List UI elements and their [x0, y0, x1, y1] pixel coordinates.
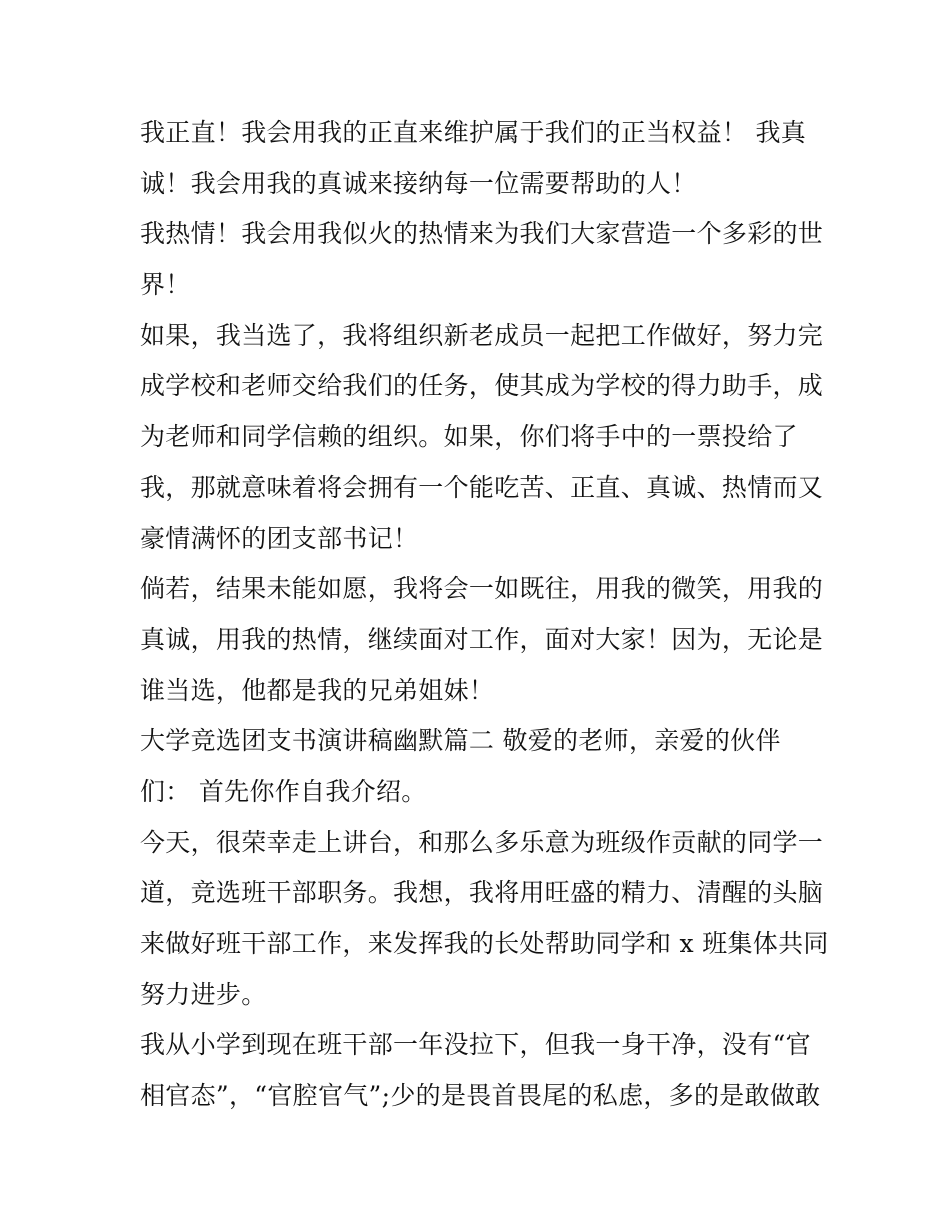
text-line: 道，竞选班干部职务。我想，我将用旺盛的精力、清醒的头脑	[140, 878, 824, 908]
document-body	[140, 108, 830, 1122]
text-line: 我热情！我会用我似火的热情来为我们大家营造一个多彩的世	[140, 219, 824, 249]
text-line: 谁当选，他都是我的兄弟姐妹！	[140, 675, 495, 705]
text-line: 努力进步。	[140, 979, 267, 1009]
text-line: 诚！我会用我的真诚来接纳每一位需要帮助的人！	[140, 168, 697, 198]
text-line: 们： 首先你作自我介绍。	[140, 776, 427, 806]
text-line: 我正直！我会用我的正直来维护属于我们的正当权益！ 我真	[140, 118, 807, 147]
text-line: 成学校和老师交给我们的任务，使其成为学校的得力助手，成	[140, 371, 824, 401]
text-line: 今天，很荣幸走上讲台，和那么多乐意为班级作贡献的同学一	[140, 827, 824, 857]
section-heading-line: 大学竞选团支书演讲稿幽默篇二 敬爱的老师，亲爱的伙伴	[140, 726, 781, 756]
text-line: 我，那就意味着将会拥有一个能吃苦、正直、真诚、热情而又	[140, 472, 824, 502]
text-line: 真诚，用我的热情，继续面对工作，面对大家！因为，无论是	[140, 624, 824, 654]
text-line: 为老师和同学信赖的组织。如果，你们将手中的一票投给了	[140, 422, 798, 452]
text-line: 豪情满怀的团支部书记！	[140, 523, 419, 553]
text-line: 我从小学到现在班干部一年没拉下，但我一身干净，没有“官	[140, 1030, 811, 1060]
text-line: 相官态”，“官腔官气”;少的是畏首畏尾的私虑，多的是敢做敢	[140, 1081, 821, 1111]
text-line: 界！	[140, 270, 191, 300]
text-line: 如果，我当选了，我将组织新老成员一起把工作做好，努力完	[140, 320, 824, 350]
text-line: 倘若，结果未能如愿，我将会一如既往，用我的微笑，用我的	[140, 574, 824, 604]
text-line: 来做好班干部工作，来发挥我的长处帮助同学和 x 班集体共同	[140, 929, 829, 958]
